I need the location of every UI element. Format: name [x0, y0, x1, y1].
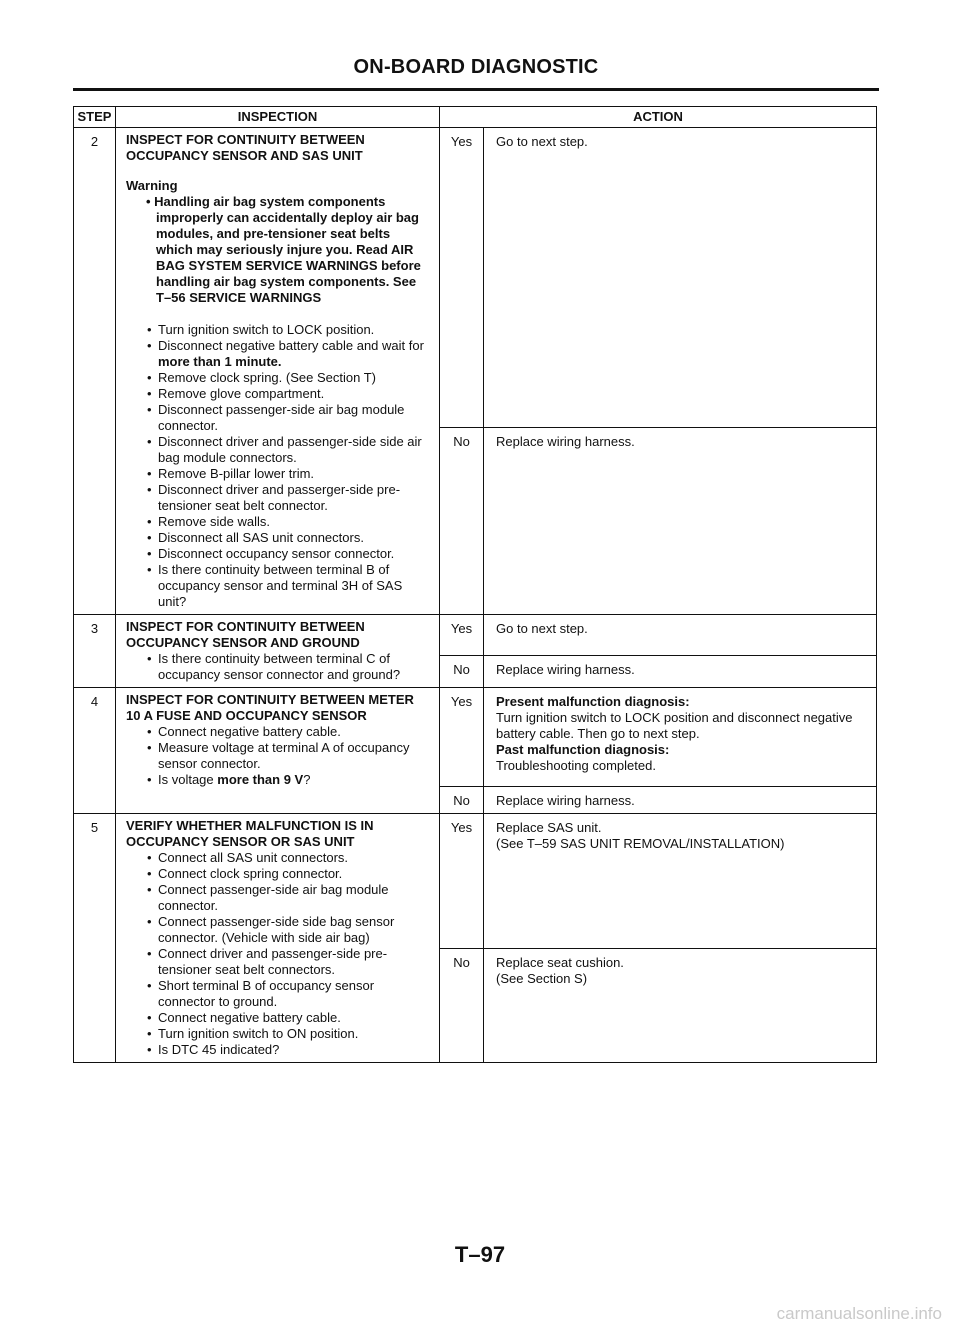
- list-item: • Turn ignition switch to ON position.: [148, 1026, 431, 1042]
- step-inspection: [116, 615, 440, 688]
- procedure-list: [126, 724, 431, 788]
- warning-label: Warning: [126, 178, 178, 193]
- list-item: • Turn ignition switch to LOCK position.: [148, 322, 431, 338]
- procedure-list: [126, 322, 431, 610]
- list-item: • Is voltage more than 9 V?: [148, 772, 431, 788]
- list-item: • Disconnect occupancy sensor connector.: [148, 546, 431, 562]
- diagnostic-table: [73, 106, 877, 1063]
- list-item: • Disconnect driver and passenger-side side air bag module connectors.: [148, 434, 431, 466]
- list-item: • Connect negative battery cable.: [148, 724, 431, 740]
- table-row: [74, 688, 877, 787]
- action-yes: [484, 814, 877, 949]
- result-no: No: [440, 656, 484, 688]
- action-yes-reference: (See T–59 SAS UNIT REMOVAL/INSTALLATION): [496, 836, 785, 851]
- action-yes: Go to next step.: [484, 615, 877, 656]
- result-no: No: [440, 787, 484, 814]
- result-no: No: [440, 949, 484, 1063]
- list-item: • Connect all SAS unit connectors.: [148, 850, 431, 866]
- step-title: INSPECT FOR CONTINUITY BETWEEN OCCUPANCY SENSOR AND SAS UNIT: [126, 132, 365, 163]
- action-yes: [484, 688, 877, 787]
- table-header-row: [74, 107, 877, 128]
- list-item: • Short terminal B of occupancy sensor connector to ground.: [148, 978, 431, 1010]
- list-item: • Is there continuity between terminal C of occupancy sensor connector and ground?: [148, 651, 431, 683]
- result-yes: Yes: [440, 688, 484, 787]
- result-yes: Yes: [440, 615, 484, 656]
- list-item: • Remove clock spring. (See Section T): [148, 370, 431, 386]
- list-item: • Is DTC 45 indicated?: [148, 1042, 431, 1058]
- list-item: • Connect passenger-side air bag module connector.: [148, 882, 431, 914]
- action-no: [484, 949, 877, 1063]
- present-malfunction-text: Turn ignition switch to LOCK position and disconnect negative battery cable. Then go to next step.: [496, 710, 853, 741]
- list-item: • Remove glove compartment.: [148, 386, 431, 402]
- procedure-list: [126, 850, 431, 1058]
- step-number: 2: [74, 128, 116, 615]
- table-row: [74, 814, 877, 949]
- result-no: No: [440, 428, 484, 615]
- procedure-list: [126, 651, 431, 683]
- action-no: Replace wiring harness.: [484, 428, 877, 615]
- list-item: • Remove side walls.: [148, 514, 431, 530]
- step-number: 4: [74, 688, 116, 814]
- result-yes: Yes: [440, 128, 484, 428]
- page-number: T–97: [454, 1242, 506, 1267]
- watermark: carmanualsonline.info: [776, 1304, 942, 1323]
- column-header-inspection: INSPECTION: [116, 107, 440, 128]
- list-item: • Remove B-pillar lower trim.: [148, 466, 431, 482]
- page-header: ON-BOARD DIAGNOSTIC: [353, 56, 599, 78]
- list-item: • Disconnect passenger-side air bag module connector.: [148, 402, 431, 434]
- list-item: • Is there continuity between terminal B of occupancy sensor and terminal 3H of SAS unit?: [148, 562, 431, 610]
- table-row: [74, 615, 877, 656]
- list-item: • Connect passenger-side side bag sensor connector. (Vehicle with side air bag): [148, 914, 431, 946]
- action-no-reference: (See Section S): [496, 971, 588, 986]
- column-header-step: STEP: [74, 107, 116, 128]
- past-malfunction-text: Troubleshooting completed.: [496, 758, 656, 773]
- header-rule: [73, 88, 879, 91]
- list-item: • Disconnect driver and passerger-side pre-tensioner seat belt connector.: [148, 482, 431, 514]
- action-yes: Go to next step.: [484, 128, 877, 428]
- step-inspection: [116, 688, 440, 814]
- list-item: • Connect negative battery cable.: [148, 1010, 431, 1026]
- step-number: 5: [74, 814, 116, 1063]
- column-header-action: ACTION: [440, 107, 877, 128]
- step-title: INSPECT FOR CONTINUITY BETWEEN OCCUPANCY SENSOR AND GROUND: [126, 619, 365, 650]
- step-inspection: [116, 128, 440, 615]
- action-yes-text: Replace SAS unit.: [496, 820, 602, 835]
- list-item: • Connect clock spring connector.: [148, 866, 431, 882]
- list-item: • Measure voltage at terminal A of occupancy sensor connector.: [148, 740, 431, 772]
- list-item: • Disconnect negative battery cable and wait for more than 1 minute.: [148, 338, 431, 370]
- list-item: • Disconnect all SAS unit connectors.: [148, 530, 431, 546]
- action-no: Replace wiring harness.: [484, 787, 877, 814]
- present-malfunction-label: Present malfunction diagnosis:: [496, 694, 690, 709]
- action-no: Replace wiring harness.: [484, 656, 877, 688]
- list-item: • Connect driver and passenger-side pre-tensioner seat belt connectors.: [148, 946, 431, 978]
- result-yes: Yes: [440, 814, 484, 949]
- past-malfunction-label: Past malfunction diagnosis:: [496, 742, 670, 757]
- step-title: INSPECT FOR CONTINUITY BETWEEN METER 10 A FUSE AND OCCUPANCY SENSOR: [126, 692, 414, 723]
- warning-text: • Handling air bag system components improperly can accidentally deploy air bag modules, and pre-tensioner seat belts which may seriously injure you. Read AIR BAG SYSTEM SERVICE WARNINGS before handling air bag system components. See T–56 SERVICE WARNINGS: [146, 194, 421, 305]
- action-no-text: Replace seat cushion.: [496, 955, 624, 970]
- step-title: VERIFY WHETHER MALFUNCTION IS IN OCCUPANCY SENSOR OR SAS UNIT: [126, 818, 374, 849]
- table-row: [74, 128, 877, 428]
- step-number: 3: [74, 615, 116, 688]
- step-inspection: [116, 814, 440, 1063]
